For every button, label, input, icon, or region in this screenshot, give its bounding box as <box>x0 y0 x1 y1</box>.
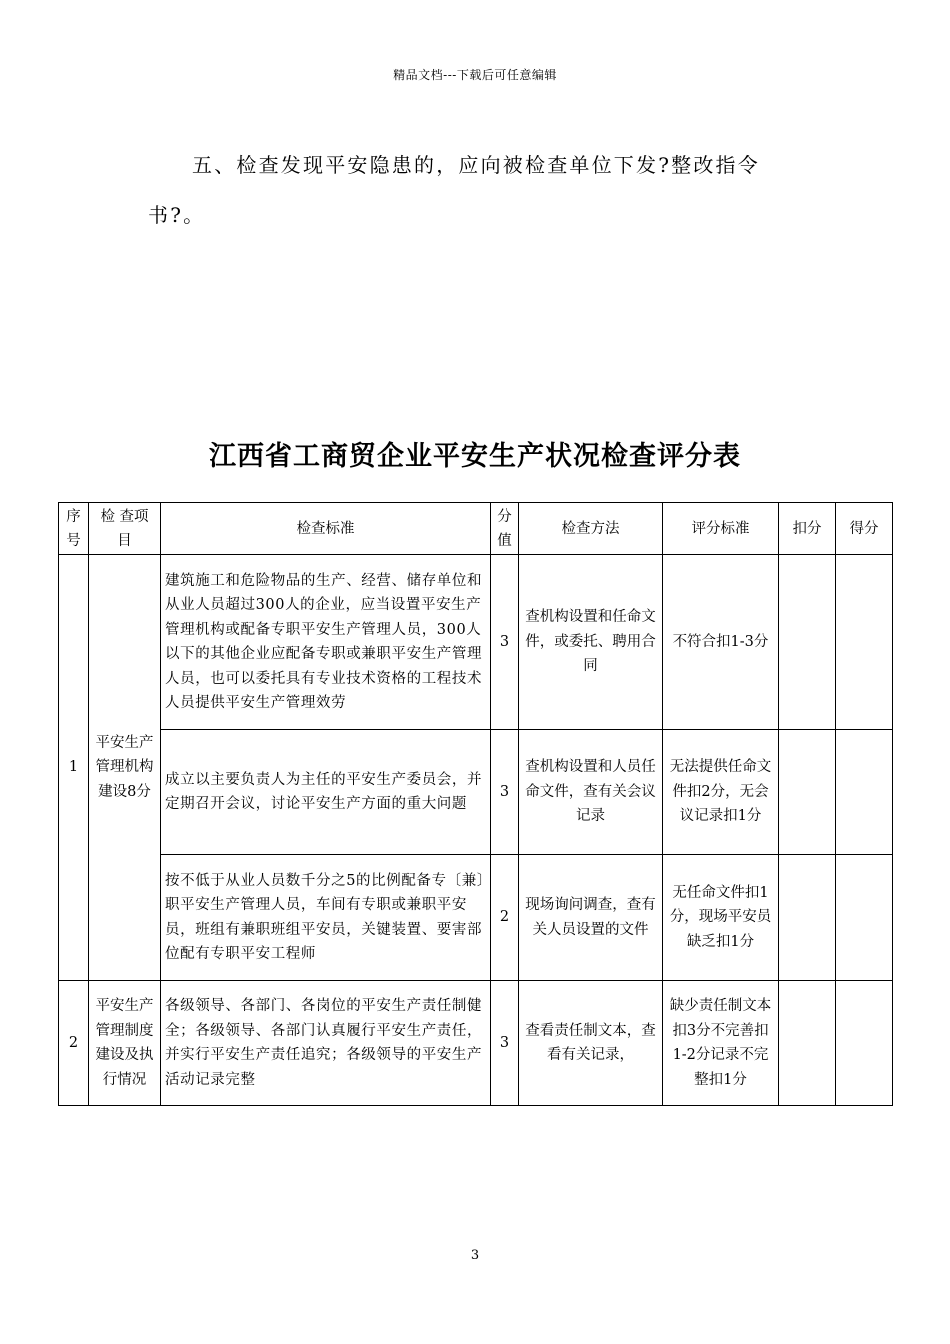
row-criteria: 不符合扣1-3分 <box>663 555 779 730</box>
row-deduct <box>779 730 836 855</box>
row-score <box>836 981 893 1106</box>
header-points: 分值 <box>491 503 519 555</box>
row-criteria: 无法提供任命文件扣2分，无会议记录扣1分 <box>663 730 779 855</box>
header-method: 检查方法 <box>519 503 663 555</box>
row-criteria: 缺少责任制文本扣3分不完善扣1-2分记录不完整扣1分 <box>663 981 779 1106</box>
inspection-score-table <box>58 502 893 1106</box>
table-row <box>59 555 893 730</box>
page-header: 精品文档---下载后可任意编辑 <box>393 68 557 82</box>
row-deduct <box>779 555 836 730</box>
table-row <box>59 981 893 1106</box>
header-score: 得分 <box>836 503 893 555</box>
row-method: 查看责任制文本，查看有关记录， <box>519 981 663 1106</box>
row-standard: 成立以主要负责人为主任的平安生产委员会，并定期召开会议，讨论平安生产方面的重大问题 <box>161 730 491 855</box>
header-item: 检 查项 目 <box>89 503 161 555</box>
header-seq: 序号 <box>59 503 89 555</box>
row-points: 3 <box>491 981 519 1106</box>
page-number: 3 <box>470 1248 480 1263</box>
header-standard: 检查标准 <box>161 503 491 555</box>
row-seq: 2 <box>59 981 89 1106</box>
row-standard: 各级领导、各部门、各岗位的平安生产责任制健全；各级领导、各部门认真履行平安生产责任，并实行平安生产责任追究；各级领导的平安生产活动记录完整 <box>161 981 491 1106</box>
row-standard: 按不低于从业人员数千分之5的比例配备专〔兼〕职平安生产管理人员，车间有专职或兼职平安员，班组有兼职班组平安员，关键装置、要害部位配有专职平安工程师 <box>161 855 491 981</box>
row-points: 3 <box>491 730 519 855</box>
row-item: 平安生产管理制度建设及执行情况 <box>89 981 161 1106</box>
row-method: 查机构设置和人员任命文件，查有关会议记录 <box>519 730 663 855</box>
instruction-paragraph: 五、检查发现平安隐患的，应向被检查单位下发?整改指令书?。 <box>148 153 760 227</box>
row-standard: 建筑施工和危险物品的生产、经营、储存单位和从业人员超过300人的企业，应当设置平安生产管理机构或配备专职平安生产管理人员，300人以下的其他企业应配备专职或兼职平安生产管理人员，也可以委托具有专业技术资格的工程技术人员提供平安生产管理效劳 <box>161 555 491 730</box>
row-score <box>836 555 893 730</box>
row-method: 现场询问调查，查有关人员设置的文件 <box>519 855 663 981</box>
row-points: 3 <box>491 555 519 730</box>
row-score <box>836 730 893 855</box>
table-row <box>59 855 893 981</box>
table-row <box>59 730 893 855</box>
table-header-row <box>59 503 893 555</box>
row-item: 平安生产管理机构建设8分 <box>89 555 161 981</box>
row-deduct <box>779 981 836 1106</box>
header-deduct: 扣分 <box>779 503 836 555</box>
row-seq: 1 <box>59 555 89 981</box>
row-score <box>836 855 893 981</box>
row-deduct <box>779 855 836 981</box>
table-title: 江西省工商贸企业平安生产状况检查评分表 <box>209 441 741 472</box>
row-method: 查机构设置和任命文件，或委托、聘用合同 <box>519 555 663 730</box>
row-criteria: 无任命文件扣1分，现场平安员缺乏扣1分 <box>663 855 779 981</box>
row-points: 2 <box>491 855 519 981</box>
header-criteria: 评分标准 <box>663 503 779 555</box>
